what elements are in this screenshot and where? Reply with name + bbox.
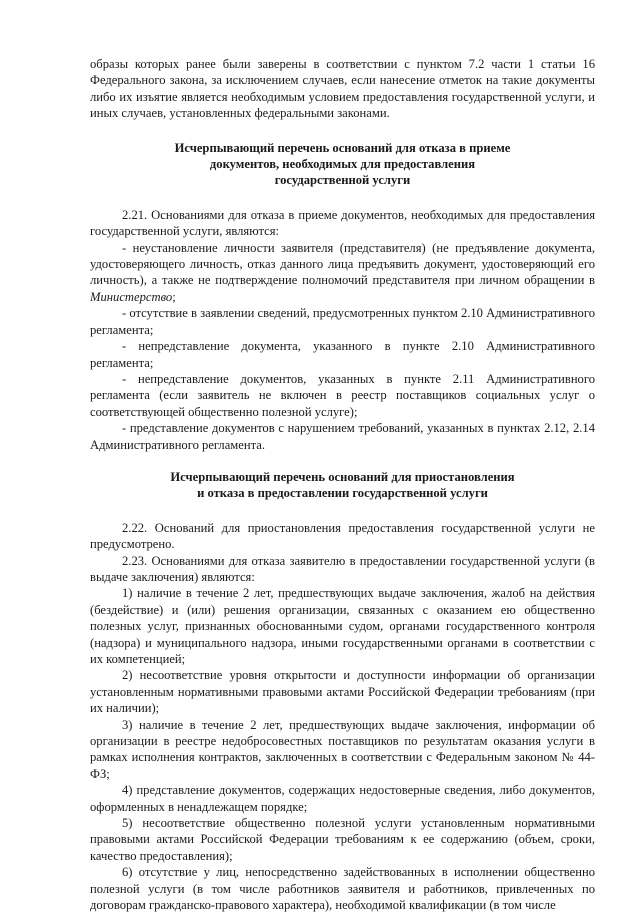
list-item-numbered: 5) несоответствие общественно полезной услуги установленным нормативными правовыми актами Российской Федерации требованиям к ее содержанию (объем, сроки, качество предоставления);	[90, 816, 595, 863]
section-heading-suspension-refusal	[90, 469, 595, 502]
heading-line: Исчерпывающий перечень оснований для отказа в приеме	[174, 140, 511, 155]
list-item-bullet	[90, 240, 595, 306]
heading-line: государственной услуги	[274, 173, 411, 188]
intro-paragraph: образы которых ранее были заверены в соответствии с пунктом 7.2 части 1 статьи 16 Федерального закона, за исключением случаев, если нанесение отметок на такие документы либо их изъятие является необходимым условием предоставления государственной услуги, и иных случаев, установленных федеральными законами.	[90, 57, 595, 121]
list-item-bullet: - отсутствие в заявлении сведений, предусмотренных пунктом 2.10 Административного регламента;	[90, 306, 595, 337]
heading-line: Исчерпывающий перечень оснований для приостановления	[170, 469, 515, 484]
section-heading-refusal-acceptance	[90, 140, 595, 189]
list-item-bullet: - непредставление документа, указанного в пункте 2.10 Административного регламента;	[90, 339, 595, 370]
heading-line: и отказа в предоставлении государственной услуги	[197, 486, 488, 501]
bullet-emphasis: Министерство	[90, 289, 173, 304]
bullet-text-end: ;	[172, 289, 176, 304]
list-item-numbered: 1) наличие в течение 2 лет, предшествующих выдаче заключения, жалоб на действия (бездействие) и (или) решения организации, связанных с оказанием ею общественно полезных услуг, признанных обоснованными судом, органами государственного контроля (надзора) и муниципального надзора, иными государственными органами в соответствии с их компетенцией;	[90, 586, 595, 666]
document-page	[90, 56, 595, 914]
paragraph-2-23: 2.23. Основаниями для отказа заявителю в предоставлении государственной услуги (в выдаче заключения) являются:	[90, 553, 595, 584]
list-item-bullet: - представление документов с нарушением требований, указанных в пунктах 2.12, 2.14 Административного регламента.	[90, 421, 595, 452]
bullet-text: - неустановление личности заявителя (представителя) (не предъявление документа, удостоверяющего личность, отказ данного лица предъявить документ, удостоверяющий его личность), а также не подтверждение полномочий представителя при личном обращении в	[90, 240, 595, 288]
list-item-numbered: 3) наличие в течение 2 лет, предшествующих выдаче заключения, информации об организации в реестре недобросовестных поставщиков по результатам оказания услуги в рамках исполнения контрактов, заключенных в соответствии с Федеральным законом № 44-ФЗ;	[90, 717, 595, 781]
list-item-numbered: 4) представление документов, содержащих недостоверные сведения, либо документов, оформленных в ненадлежащем порядке;	[90, 783, 595, 814]
list-item-numbered: 2) несоответствие уровня открытости и доступности информации об организации установленным нормативными правовыми актами Российской Федерации требованиям (при их наличии);	[90, 668, 595, 716]
list-item-bullet: - непредставление документов, указанных в пункте 2.11 Административного регламента (если заявитель не включен в реестр поставщиков социальных услуг о соответствующей общественно полезной услуге);	[90, 371, 595, 419]
paragraph-2-21: 2.21. Основаниями для отказа в приеме документов, необходимых для предоставления государственной услуги, являются:	[90, 207, 595, 239]
paragraph-2-22: 2.22. Оснований для приостановления предоставления государственной услуги не предусмотрено.	[90, 520, 595, 552]
list-item-numbered: 6) отсутствие у лиц, непосредственно задействованных в исполнении общественно полезной услуги (в том числе работников заявителя и работников, привлеченных по договорам гражданско-правового характера), необходимой квалификации (в том числе	[90, 865, 595, 913]
heading-line: документов, необходимых для предоставления	[209, 157, 476, 172]
